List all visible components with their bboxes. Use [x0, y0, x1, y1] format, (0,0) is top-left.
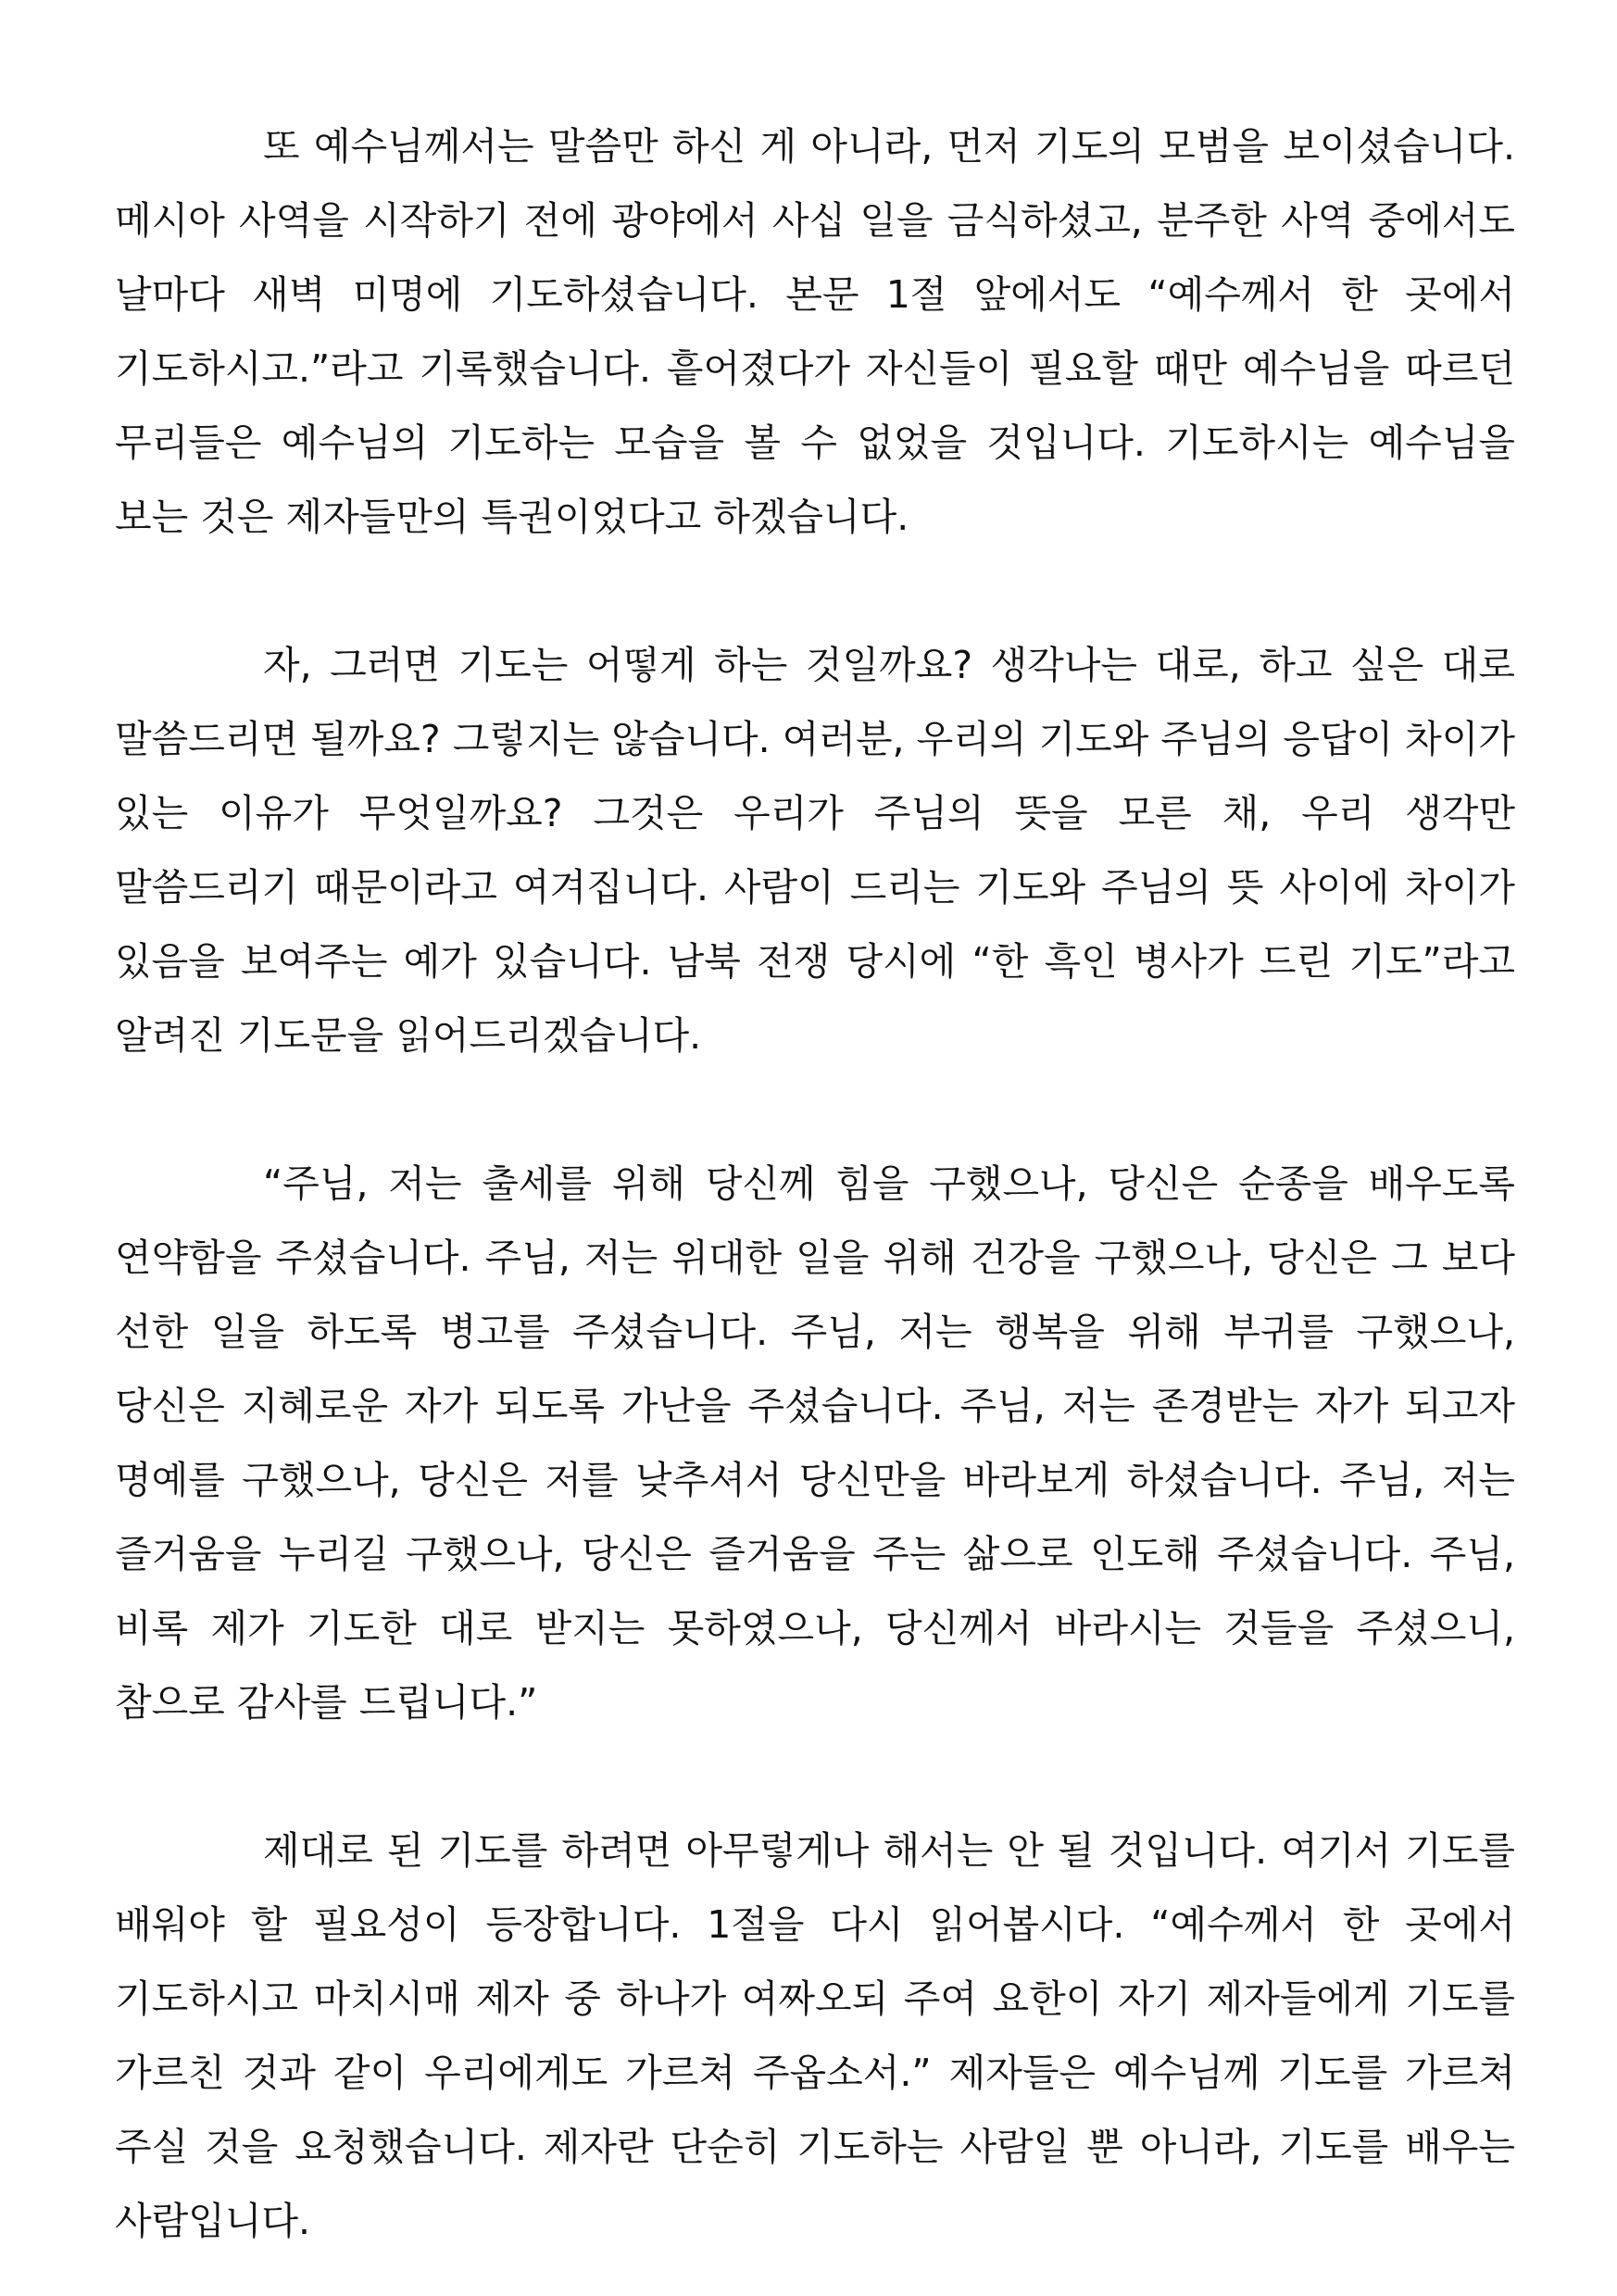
paragraph-spacer [115, 1739, 1515, 1813]
paragraph-soldier-prayer: “주님, 저는 출세를 위해 당신께 힘을 구했으나, 당신은 순종을 배우도록 연약함을 주셨습니다. 주님, 저는 위대한 일을 위해 건강을 구했으나, 당신은 그 보다 선한 일을 하도록 병고를 주셨습니다. 주님, 저는 행복을 위해 부귀를 구했으나, 당신은 지혜로운 자가 되도록 가난을 주셨습니다. 주님, 저는 존경받는 자가 되고자 명예를 구했으나, 당신은 저를 낮추셔서 당신만을 바라보게 하셨습니다. 주님, 저는 즐거움을 누리길 구했으나, 당신은 즐거움을 주는 삶으로 인도해 주셨습니다. 주님, 비록 제가 기도한 대로 받지는 못하였으나, 당신께서 바라시는 것들을 주셨으니, 참으로 감사를 드립니다.” [115, 1161, 1515, 1725]
paragraph-learning-prayer: 제대로 된 기도를 하려면 아무렇게나 해서는 안 될 것입니다. 여기서 기도를 배워야 할 필요성이 등장합니다. 1절을 다시 읽어봅시다. “예수께서 한 곳에서 기도하시고 마치시매 제자 중 하나가 여짜오되 주여 요한이 자기 제자들에게 기도를 가르친 것과 같이 우리에게도 가르쳐 주옵소서.” 제자들은 예수님께 기도를 가르쳐 주실 것을 요청했습니다. 제자란 단순히 기도하는 사람일 뿐 아니라, 기도를 배우는 사람입니다. [115, 1828, 1515, 2243]
paragraph-spacer [115, 1073, 1515, 1147]
paragraph-how-to-pray: 자, 그러면 기도는 어떻게 하는 것일까요? 생각나는 대로, 하고 싶은 대로 말씀드리면 될까요? 그렇지는 않습니다. 여러분, 우리의 기도와 주님의 응답이 차이가 있는 이유가 무엇일까요? 그것은 우리가 주님의 뜻을 모른 채, 우리 생각만 말씀드리기 때문이라고 여겨집니다. 사람이 드리는 기도와 주님의 뜻 사이에 차이가 있음을 보여주는 예가 있습니다. 남북 전쟁 당시에 “한 흑인 병사가 드린 기도”라고 알려진 기도문을 읽어드리겠습니다. [115, 643, 1515, 1058]
paragraph-spacer [115, 554, 1515, 628]
document-page [115, 109, 1515, 2258]
paragraph-prayer-example: 또 예수님께서는 말씀만 하신 게 아니라, 먼저 기도의 모범을 보이셨습니다. 메시아 사역을 시작하기 전에 광야에서 사십 일을 금식하셨고, 분주한 사역 중에서도 날마다 새벽 미명에 기도하셨습니다. 본문 1절 앞에서도 “예수께서 한 곳에서 기도하시고.”라고 기록했습니다. 흩어졌다가 자신들이 필요할 때만 예수님을 따르던 무리들은 예수님의 기도하는 모습을 볼 수 없었을 것입니다. 기도하시는 예수님을 보는 것은 제자들만의 특권이었다고 하겠습니다. [115, 124, 1515, 539]
